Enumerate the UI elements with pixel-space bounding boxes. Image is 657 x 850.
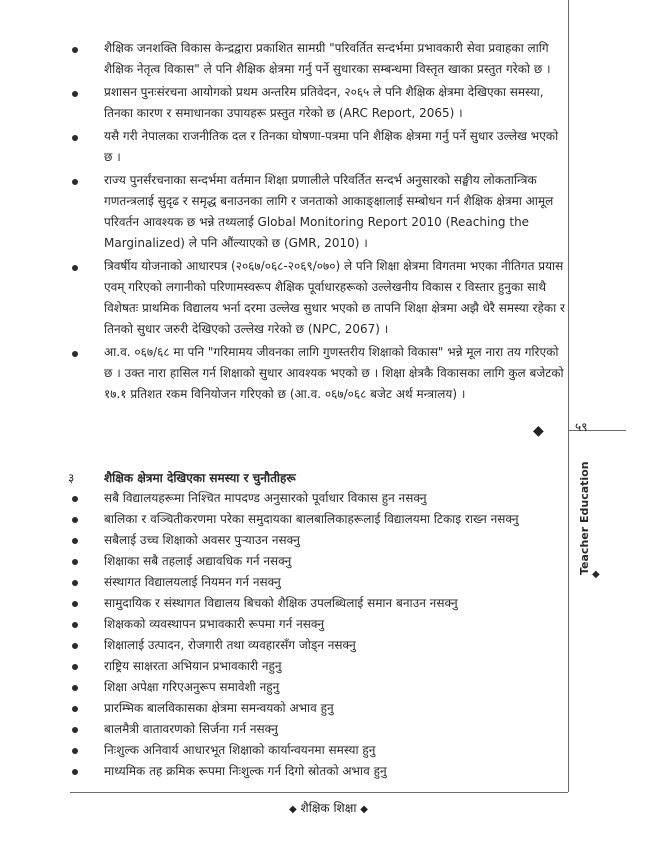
problem-text: सबै विद्यालयहरूमा निश्चित मापदण्ड अनुसारको पूर्वाधार विकास हुन नसक्नु <box>104 491 427 505</box>
bullet-icon <box>72 601 78 607</box>
problem-text: शिक्षा अपेक्षा गरिएअनुरूप समावेशी नहुनु <box>104 680 280 694</box>
section-number: ३ <box>68 471 75 485</box>
list-item <box>68 741 568 759</box>
diamond-icon: ◆ <box>533 423 544 439</box>
list-item <box>68 594 568 612</box>
bullet-icon <box>72 496 78 502</box>
list-item <box>68 489 568 507</box>
problem-text: संस्थागत विद्यालयलाई नियमन गर्न नसक्नु <box>104 575 281 589</box>
bullet-icon <box>72 538 78 544</box>
bullet-icon <box>72 706 78 712</box>
side-running-title: Teacher Education <box>578 461 591 575</box>
bullet-icon <box>72 179 78 185</box>
problem-text: प्रारम्भिक बालविकासका क्षेत्रमा समन्वयको अभाव हुनु <box>104 701 334 715</box>
bullet-icon <box>72 559 78 565</box>
footer-title: शैक्षिक शिक्षा <box>300 801 357 815</box>
bullet-icon <box>72 622 78 628</box>
list-item <box>68 699 568 717</box>
diamond-icon: ◆ <box>592 569 600 580</box>
problem-text: शिक्षाका सबै तहलाई अद्यावधिक गर्न नसक्नु <box>104 554 292 568</box>
problem-text: निःशुल्क अनिवार्य आधारभूत शिक्षाको कार्यान्वयनमा समस्या हुनु <box>104 743 376 757</box>
bullet-text: त्रिवर्षीय योजनाको आधारपत्र (२०६७/०६८-२०६९/०७०) ले पनि शिक्षा क्षेत्रमा विगतमा भएका नीतिगत प्रयास एवम् गरिएको लगानीको परिणामस्वरूप शैक्षिक पूर्वाधारहरूको उल्लेखनीय विकास र विस्तार हुनुका साथै विशेषतः प्राथमिक विद्यालय भर्ना दरमा उल्लेख सुधार भएको छ तापनि शिक्षा क्षेत्रमा अझै धेरै समस्या रहेका र तिनको सुधार जरुरी देखिएको उल्लेख गरेको छ (NPC, 2067) । <box>104 259 565 336</box>
list-item <box>68 82 568 124</box>
page-number: ५९ <box>575 420 588 434</box>
list-item <box>68 762 568 780</box>
bullet-icon <box>72 135 78 141</box>
right-margin-rule <box>568 0 569 792</box>
problem-text: राष्ट्रिय साक्षरता अभियान प्रभावकारी नहुनु <box>104 659 282 673</box>
bullet-icon <box>72 580 78 586</box>
bullet-icon <box>72 643 78 649</box>
section-heading <box>68 469 568 487</box>
problem-text: सबैलाई उच्च शिक्षाको अवसर पुऱ्याउन नसक्नु <box>104 533 300 547</box>
list-item <box>68 342 568 405</box>
problem-text: सामुदायिक र संस्थागत विद्यालय बिचको शैक्षिक उपलब्धिलाई समान बनाउन नसक्नु <box>104 596 458 610</box>
list-item <box>68 720 568 738</box>
bullet-text: राज्य पुनर्संरचनाका सन्दर्भमा वर्तमान शिक्षा प्रणालीले परिवर्तित सन्दर्भ अनुसारको सङ्घीय लोकतान्त्रिक गणतन्त्रलाई सुदृढ र समृद्ध बनाउनका लागि र जनताको आकाङ्क्षालाई सम्बोधन गर्न शैक्षिक क्षेत्रमा आमूल परिवर्तन आवश्यक छ भन्ने तथ्यलाई Global Monitoring Report 2010 (Reaching the Marginalized) ले पनि औंल्याएको छ (GMR, 2010) । <box>104 173 554 250</box>
list-item <box>68 38 568 80</box>
bullet-icon <box>72 351 78 357</box>
bullet-icon <box>72 727 78 733</box>
bullet-text: यसै गरी नेपालका राजनीतिक दल र तिनका घोषणा-पत्रमा पनि शैक्षिक क्षेत्रमा गर्नु पर्ने सुधार उल्लेख भएको छ । <box>104 129 559 164</box>
problem-text: बालमैत्री वातावरणको सिर्जना गर्न नसक्नु <box>104 722 278 736</box>
bullet-text: आ.व. ०६७/६८ मा पनि "गरिमामय जीवनका लागि गुणस्तरीय शिक्षाको विकास" भन्ने मूल नारा तय गरिएको छ । उक्त नारा हासिल गर्न शिक्षाको सुधार आवश्यक भएको छ । शिक्षा क्षेत्रकै विकासका लागि कुल बजेटको १७.१ प्रतिशत रकम विनियोजन गरिएको छ (आ.व. ०६७/०६८ बजेट अर्थ मन्त्रालय) । <box>104 345 564 401</box>
list-item <box>68 552 568 570</box>
footer-rule <box>70 792 568 793</box>
list-item <box>68 573 568 591</box>
list-item <box>68 678 568 696</box>
bullet-icon <box>72 685 78 691</box>
list-item <box>68 170 568 254</box>
list-item <box>68 510 568 528</box>
diamond-icon: ◆ <box>360 804 368 815</box>
footer <box>0 799 657 816</box>
bullet-icon <box>72 91 78 97</box>
list-item <box>68 657 568 675</box>
intro-bullet-list <box>68 38 568 407</box>
list-item <box>68 126 568 168</box>
bullet-icon <box>72 517 78 523</box>
problem-text: शिक्षालाई उत्पादन, रोजगारी तथा व्यवहारसँग जोड्न नसक्नु <box>104 638 356 652</box>
bullet-icon <box>72 664 78 670</box>
problem-text: शिक्षकको व्यवस्थापन प्रभावकारी रूपमा गर्न नसक्नु <box>104 617 325 631</box>
bullet-icon <box>72 748 78 754</box>
list-item <box>68 531 568 549</box>
problem-text: बालिका र वञ्चितीकरणमा परेका समुदायका बालबालिकाहरूलाई विद्यालयमा टिकाइ राख्न नसक्नु <box>104 512 519 526</box>
bullet-text: प्रशासन पुनःसंरचना आयोगको प्रथम अन्तरिम प्रतिवेदन, २०६५ ले पनि शैक्षिक क्षेत्रमा देखिएका समस्या, तिनका कारण र समाधानका उपायहरू प्रस्तुत गरेको छ (ARC Report, 2065) । <box>104 85 544 120</box>
diamond-icon: ◆ <box>289 804 297 815</box>
problems-list <box>68 489 568 783</box>
bullet-text: शैक्षिक जनशक्ति विकास केन्द्रद्वारा प्रकाशित सामग्री "परिवर्तित सन्दर्भमा प्रभावकारी सेवा प्रवाहका लागि शैक्षिक नेतृत्व विकास" ले पनि शैक्षिक क्षेत्रमा गर्नु पर्ने सुधारका सम्बन्धमा विस्तृत खाका प्रस्तुत गरेको छ । <box>104 41 551 76</box>
bullet-icon <box>72 47 78 53</box>
list-item <box>68 636 568 654</box>
problem-text: माध्यमिक तह क्रमिक रूपमा निःशुल्क गर्न दिगो स्रोतको अभाव हुनु <box>104 764 387 778</box>
section-title: शैक्षिक क्षेत्रमा देखिएका समस्या र चुनौतीहरू <box>104 471 296 485</box>
list-item <box>68 256 568 340</box>
list-item <box>68 615 568 633</box>
bullet-icon <box>72 769 78 775</box>
bullet-icon <box>72 265 78 271</box>
